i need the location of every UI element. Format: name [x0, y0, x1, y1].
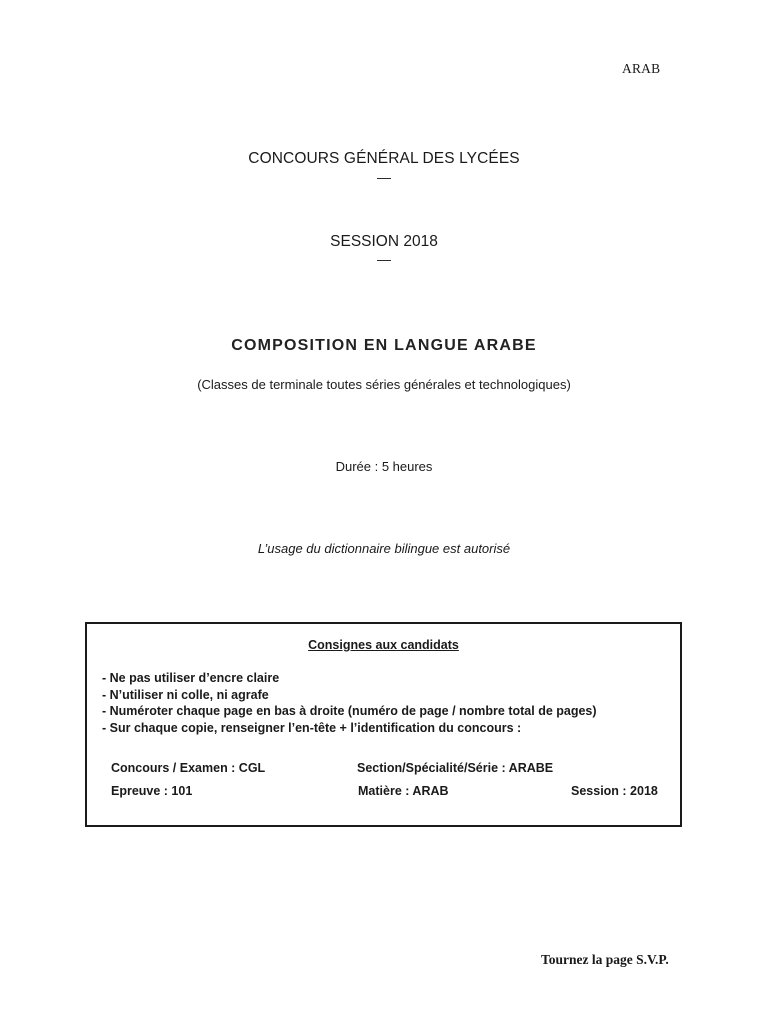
- instruction-item: - Numéroter chaque page en bas à droite (numéro de page / nombre total de pages): [102, 704, 597, 718]
- classes-note: (Classes de terminale toutes séries générales et technologiques): [197, 377, 571, 392]
- instructions-list: [102, 670, 597, 736]
- session-heading: SESSION 2018: [330, 233, 438, 250]
- session-separator: —: [377, 251, 391, 267]
- field-section: Section/Spécialité/Série : ARABE: [357, 761, 554, 775]
- instruction-item: - Ne pas utiliser d’encre claire: [102, 671, 280, 685]
- duration-text: Durée : 5 heures: [335, 459, 433, 474]
- dictionary-note: L’usage du dictionnaire bilingue est autorisé: [257, 541, 511, 556]
- instruction-item: - N’utiliser ni colle, ni agrafe: [102, 687, 269, 702]
- turn-page-note: Tournez la page S.V.P.: [541, 952, 669, 967]
- field-session: Session : 2018: [571, 784, 658, 798]
- exam-title: CONCOURS GÉNÉRAL DES LYCÉES: [248, 150, 520, 167]
- instructions-box: [85, 622, 682, 827]
- subject-code: ARAB: [622, 61, 661, 76]
- instructions-title: Consignes aux candidats: [308, 638, 459, 652]
- subject-heading: COMPOSITION EN LANGUE ARABE: [231, 337, 537, 354]
- field-matiere: Matière : ARAB: [358, 784, 449, 798]
- title-separator: —: [377, 169, 391, 185]
- field-concours: Concours / Examen : CGL: [111, 761, 266, 775]
- instruction-item: - Sur chaque copie, renseigner l’en-tête + l’identification du concours :: [102, 720, 522, 735]
- field-epreuve: Epreuve : 101: [111, 784, 193, 798]
